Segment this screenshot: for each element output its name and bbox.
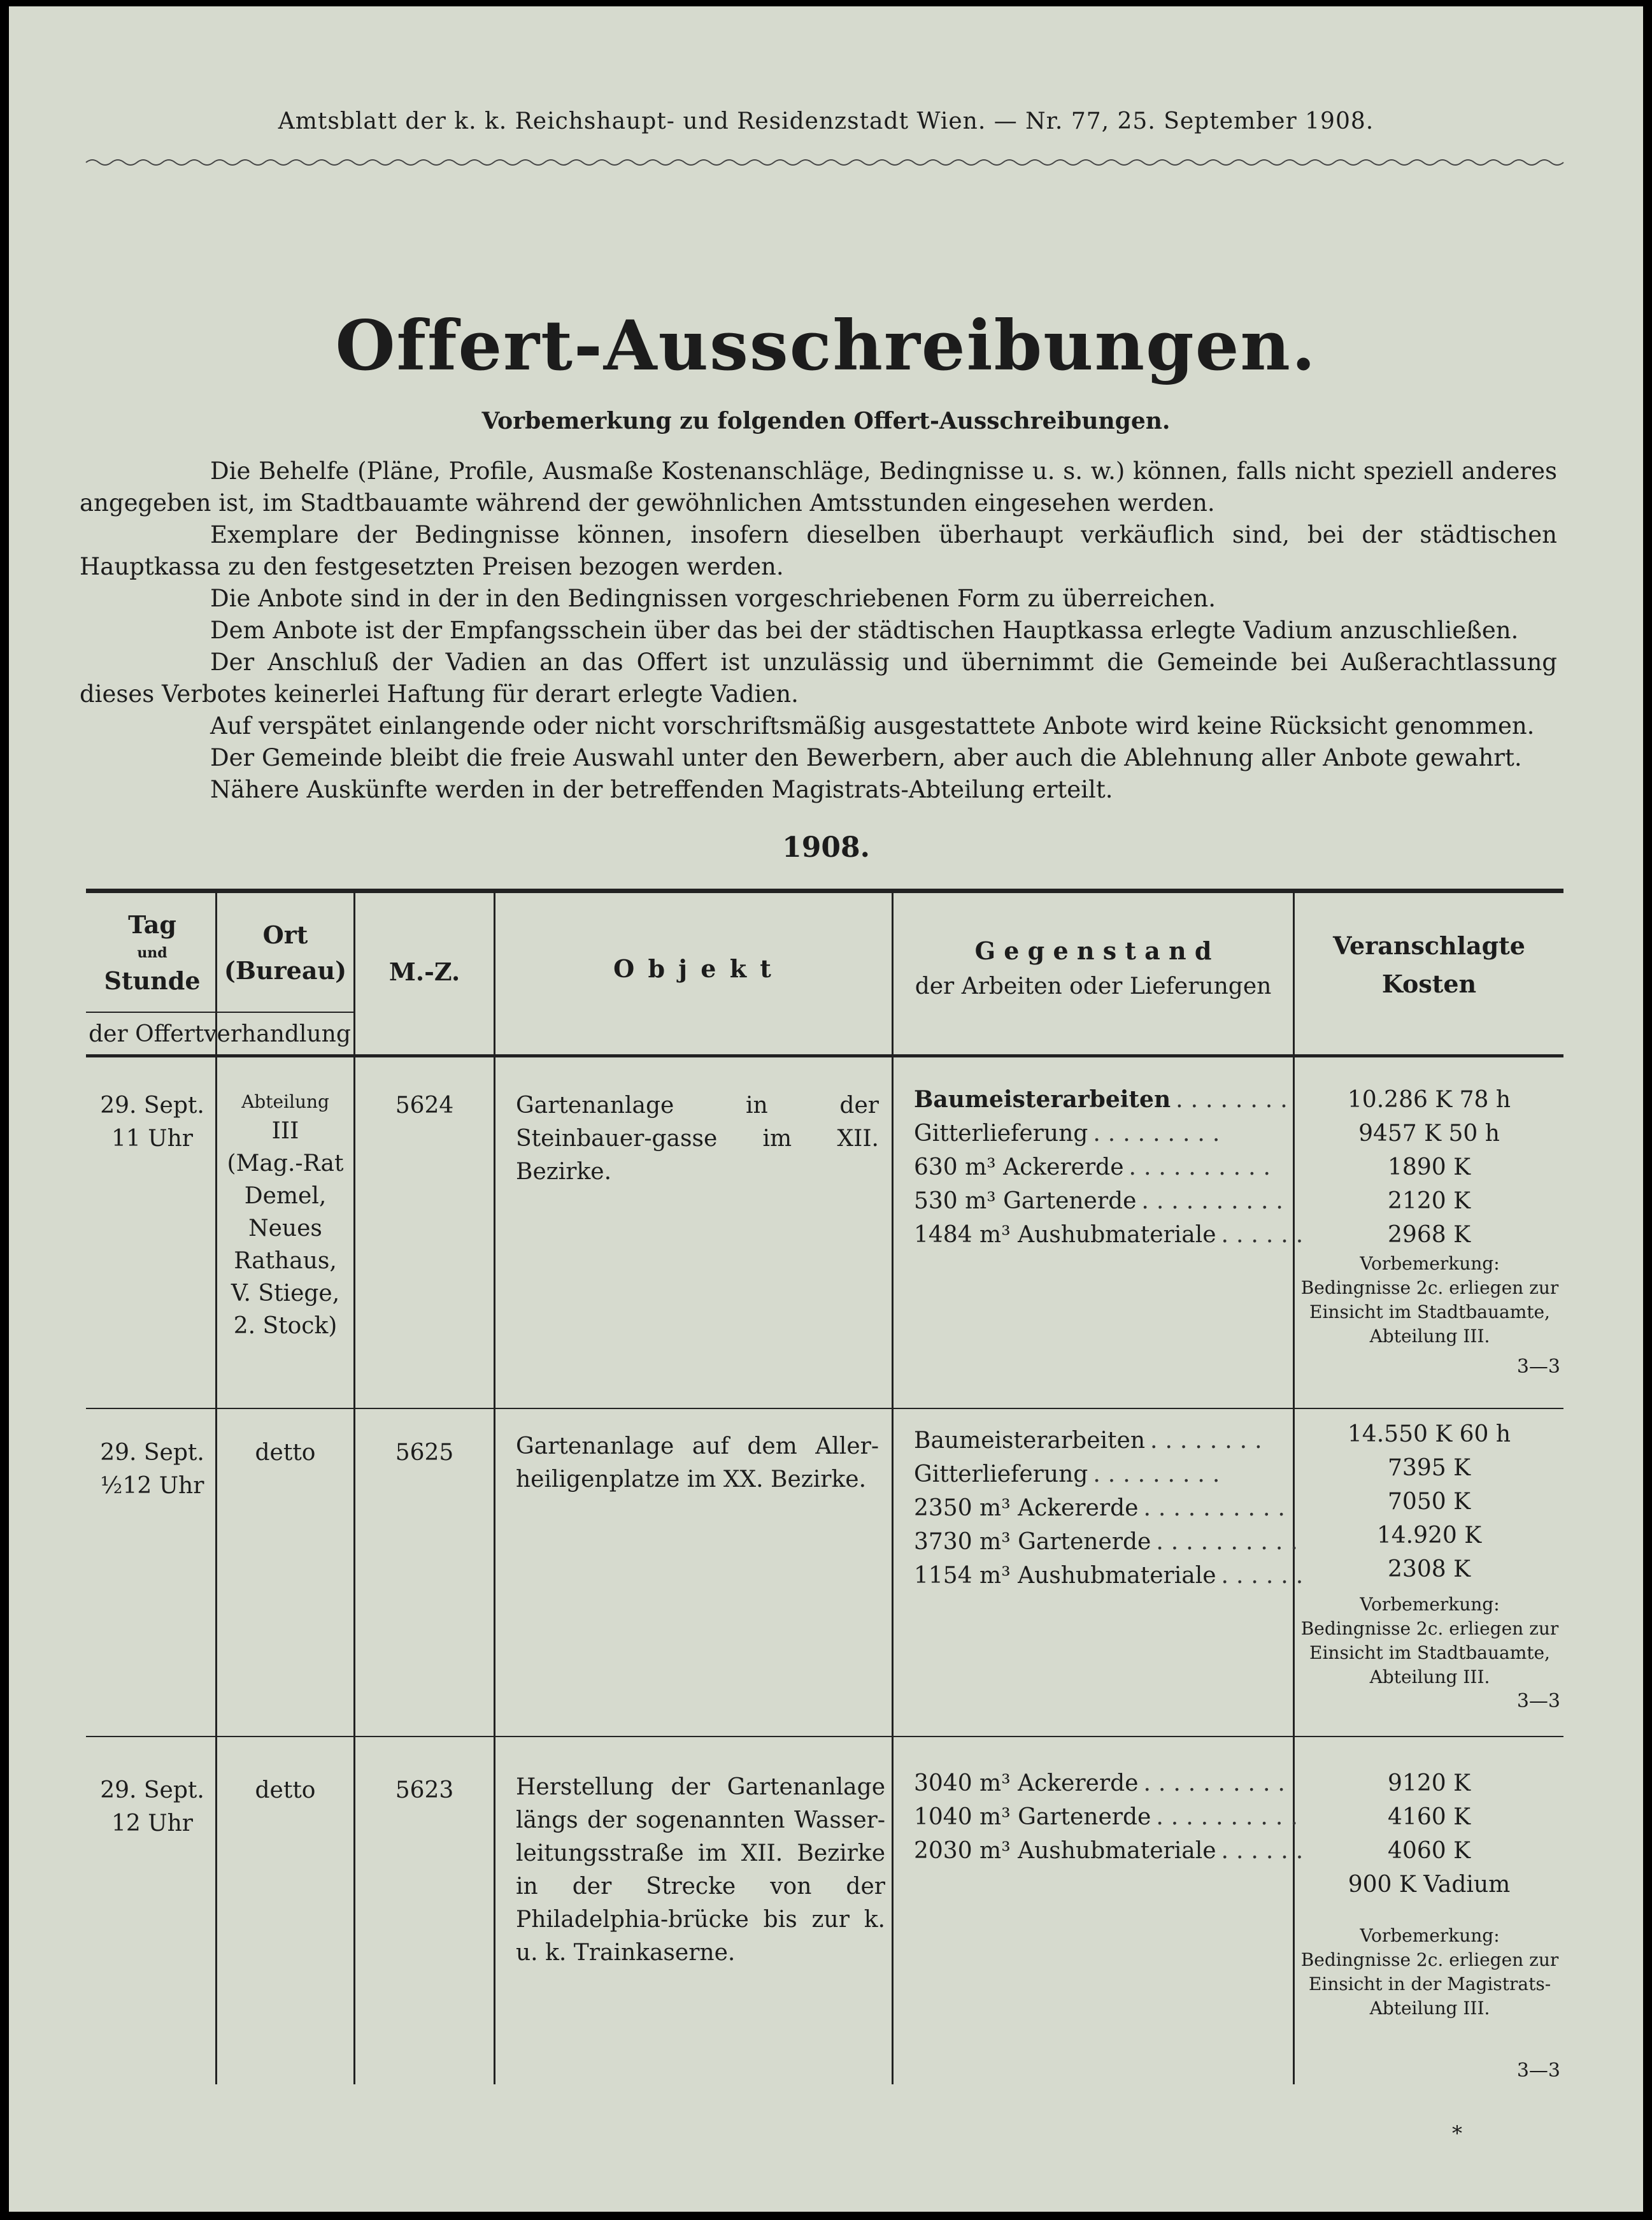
time-line: ½12 Uhr [100, 1473, 204, 1499]
list-item: 1040 m³ Gartenerde .......... [914, 1804, 1306, 1830]
date-line: 29. Sept. [100, 1092, 204, 1119]
table-row-nr: 5624 [395, 1092, 454, 1119]
col-header-ort-line: (Bureau) [224, 956, 347, 985]
table-row-note [1299, 1593, 1560, 1689]
table-row-costs [1295, 1417, 1563, 1586]
date-line: 29. Sept. [100, 1440, 204, 1466]
note-title: Vorbemerkung: [1360, 1925, 1500, 1946]
table-row-items [914, 1083, 1311, 1252]
table-row-date [89, 1436, 215, 1503]
col-header-span: der Offertverhandlung [89, 1021, 351, 1047]
col-header-gegenstand [894, 933, 1293, 1005]
table-row-items [914, 1424, 1311, 1593]
year-heading: 1908. [782, 831, 870, 864]
note-text: Bedingnisse 2c. erliegen zur Einsicht in der Magistrats-Abteilung III. [1300, 1949, 1559, 2019]
list-item: Gitterlieferung ......... [914, 1461, 1228, 1487]
prelim-paragraph: Der Gemeinde bleibt die freie Auswahl unter den Bewerbern, aber auch die Ablehnung aller Anbote gewahrt. [210, 744, 1522, 771]
table-row-date [89, 1774, 215, 1840]
col-header-kosten [1295, 927, 1563, 1003]
note-text: Bedingnisse 2c. erliegen zur Einsicht im Stadtbauamte, Abteilung III. [1300, 1618, 1559, 1687]
col-header-ort-line: Ort [262, 920, 308, 949]
col-header-nr: M.-Z. [388, 957, 460, 986]
list-item: Baumeisterarbeiten ........ [914, 1086, 1295, 1113]
column-rule [215, 893, 217, 2084]
list-item: 530 m³ Gartenerde .......... [914, 1188, 1291, 1214]
table-top-rule [86, 889, 1563, 893]
col-header-objekt: O b j e k t [613, 954, 774, 983]
cost-value: 14.920 K [1376, 1522, 1482, 1549]
header-split-rule [86, 1012, 353, 1013]
table-row-items [914, 1766, 1311, 1868]
col-header-gegenstand-line: G e g e n s t a n d [974, 936, 1212, 965]
cost-value: 7395 K [1388, 1455, 1470, 1481]
time-line: 11 Uhr [111, 1126, 193, 1152]
list-item: 3040 m³ Ackererde .......... [914, 1770, 1293, 1796]
ort-line: Abteilung [241, 1091, 329, 1112]
cost-value: 2308 K [1388, 1556, 1470, 1582]
col-header-tag-line: Tag [128, 910, 176, 939]
footer-mark: * [1452, 2121, 1462, 2145]
prelim-paragraph: Dem Anbote ist der Empfangsschein über das bei der städtischen Hauptkassa erlegte Vadium anzuschließen. [210, 617, 1519, 644]
cost-value: 10.286 K 78 h [1347, 1087, 1511, 1113]
list-item: 1154 m³ Aushubmateriale ...... [914, 1563, 1311, 1589]
page-count: 3—3 [1516, 1690, 1560, 1712]
time-line: 12 Uhr [111, 1810, 193, 1837]
ort-line: (Mag.-Rat [227, 1150, 344, 1177]
col-header-kosten-line: Kosten [1381, 970, 1477, 998]
list-item: 2350 m³ Ackererde .......... [914, 1495, 1293, 1521]
ort-line: detto [255, 1777, 316, 1803]
row-divider [86, 1408, 1563, 1409]
header-bottom-rule [86, 1054, 1563, 1057]
table-row-objekt: Gartenanlage in der Steinbauer-gasse im XII. Bezirke. [516, 1092, 879, 1185]
col-header-tag [89, 911, 215, 995]
col-header-gegenstand-line: der Arbeiten oder Lieferungen [915, 973, 1272, 999]
ort-line: 2. Stock) [233, 1313, 338, 1339]
cost-value: 14.550 K 60 h [1347, 1421, 1511, 1447]
cost-value: 4060 K [1388, 1838, 1470, 1864]
gazette-header: Amtsblatt der k. k. Reichshaupt- und Residenzstadt Wien. — Nr. 77, 25. September 1908. [278, 108, 1374, 134]
cost-value: 4160 K [1388, 1804, 1470, 1830]
note-text: Bedingnisse 2c. erliegen zur Einsicht im Stadtbauamte, Abteilung III. [1300, 1277, 1559, 1347]
table-row-date [89, 1089, 215, 1156]
row-divider [86, 1736, 1563, 1737]
ort-line: III [271, 1118, 299, 1144]
cost-value: 2968 K [1388, 1222, 1470, 1248]
cost-value: 2120 K [1388, 1188, 1470, 1214]
page-subtitle: Vorbemerkung zu folgenden Offert-Ausschreibungen. [481, 408, 1171, 434]
col-header-ort [217, 917, 353, 989]
list-item: Gitterlieferung ......... [914, 1121, 1228, 1147]
column-rule [494, 893, 495, 2084]
ort-line: Rathaus, [234, 1248, 337, 1274]
note-title: Vorbemerkung: [1360, 1253, 1500, 1274]
list-item: 3730 m³ Gartenerde .......... [914, 1529, 1306, 1555]
page-count: 3—3 [1516, 1356, 1560, 1378]
table-row-objekt: Gartenanlage auf dem Aller-heiligenplatze im XX. Bezirke. [516, 1433, 879, 1493]
cost-value: 1890 K [1388, 1154, 1470, 1180]
table-row-costs [1295, 1083, 1563, 1252]
column-rule [353, 893, 355, 2084]
table-row-objekt: Herstellung der Gartenanlage längs der sogenannten Wasser-leitungsstraße im XII. Bezirke in der Strecke von der Philadelphia-brücke bis zur k. u. k. Trainkaserne. [516, 1774, 885, 1966]
prelim-paragraph: Die Anbote sind in der in den Bedingnissen vorgeschriebenen Form zu überreichen. [210, 585, 1216, 612]
table-row-ort [217, 1436, 353, 1470]
ort-line: Demel, [244, 1183, 327, 1209]
cost-value: 7050 K [1388, 1489, 1470, 1515]
prelim-paragraph: Die Behelfe (Pläne, Profile, Ausmaße Kostenanschläge, Bedingnisse u. s. w.) können, falls nicht speziell anderes angegeben ist, im Stadtbauamte während der gewöhnlichen Amtsstunden eingesehen werden. [80, 457, 1557, 517]
cost-value: 9120 K [1388, 1770, 1470, 1796]
table-row-note [1299, 1924, 1560, 2021]
col-header-tag-line: Stunde [104, 966, 201, 995]
list-item: Baumeisterarbeiten ........ [914, 1428, 1270, 1454]
page-count: 3—3 [1516, 2059, 1560, 2082]
prelim-paragraph: Nähere Auskünfte werden in der betreffenden Magistrats-Abteilung erteilt. [210, 776, 1113, 803]
ort-line: V. Stiege, [231, 1280, 340, 1307]
table-row-ort [217, 1089, 353, 1342]
list-item: 1484 m³ Aushubmateriale ...... [914, 1222, 1311, 1248]
list-item: 630 m³ Ackererde .......... [914, 1154, 1278, 1180]
note-title: Vorbemerkung: [1360, 1594, 1500, 1615]
cost-value: 900 K Vadium [1348, 1872, 1511, 1898]
ort-line: Neues [248, 1215, 322, 1242]
list-item: 2030 m³ Aushubmateriale ...... [914, 1838, 1311, 1864]
col-header-tag-line: und [137, 945, 167, 961]
table-row-nr: 5623 [395, 1777, 454, 1803]
col-header-kosten-line: Veranschlagte [1333, 931, 1525, 960]
ort-line: detto [255, 1440, 316, 1466]
table-row-nr: 5625 [395, 1440, 454, 1466]
column-rule [892, 893, 894, 2084]
table-row-costs [1295, 1766, 1563, 1901]
prelim-paragraph: Der Anschluß der Vadien an das Offert ist unzulässig und übernimmt die Gemeinde bei Außerachtlassung dieses Verbotes keinerlei Haftung für derart erlegte Vadien. [80, 648, 1557, 708]
table-row-note [1299, 1252, 1560, 1349]
cost-value: 9457 K 50 h [1358, 1121, 1500, 1147]
prelim-paragraph: Auf verspätet einlangende oder nicht vorschriftsmäßig ausgestattete Anbote wird keine Rücksicht genommen. [210, 712, 1535, 740]
page-title: Offert-Ausschreibungen. [335, 306, 1317, 386]
prelim-paragraph: Exemplare der Bedingnisse können, insofern dieselben überhaupt verkäuflich sind, bei der städtischen Hauptkassa zu den festgesetzten Preisen bezogen werden. [80, 521, 1557, 580]
date-line: 29. Sept. [100, 1777, 204, 1803]
table-row-ort [217, 1774, 353, 1807]
